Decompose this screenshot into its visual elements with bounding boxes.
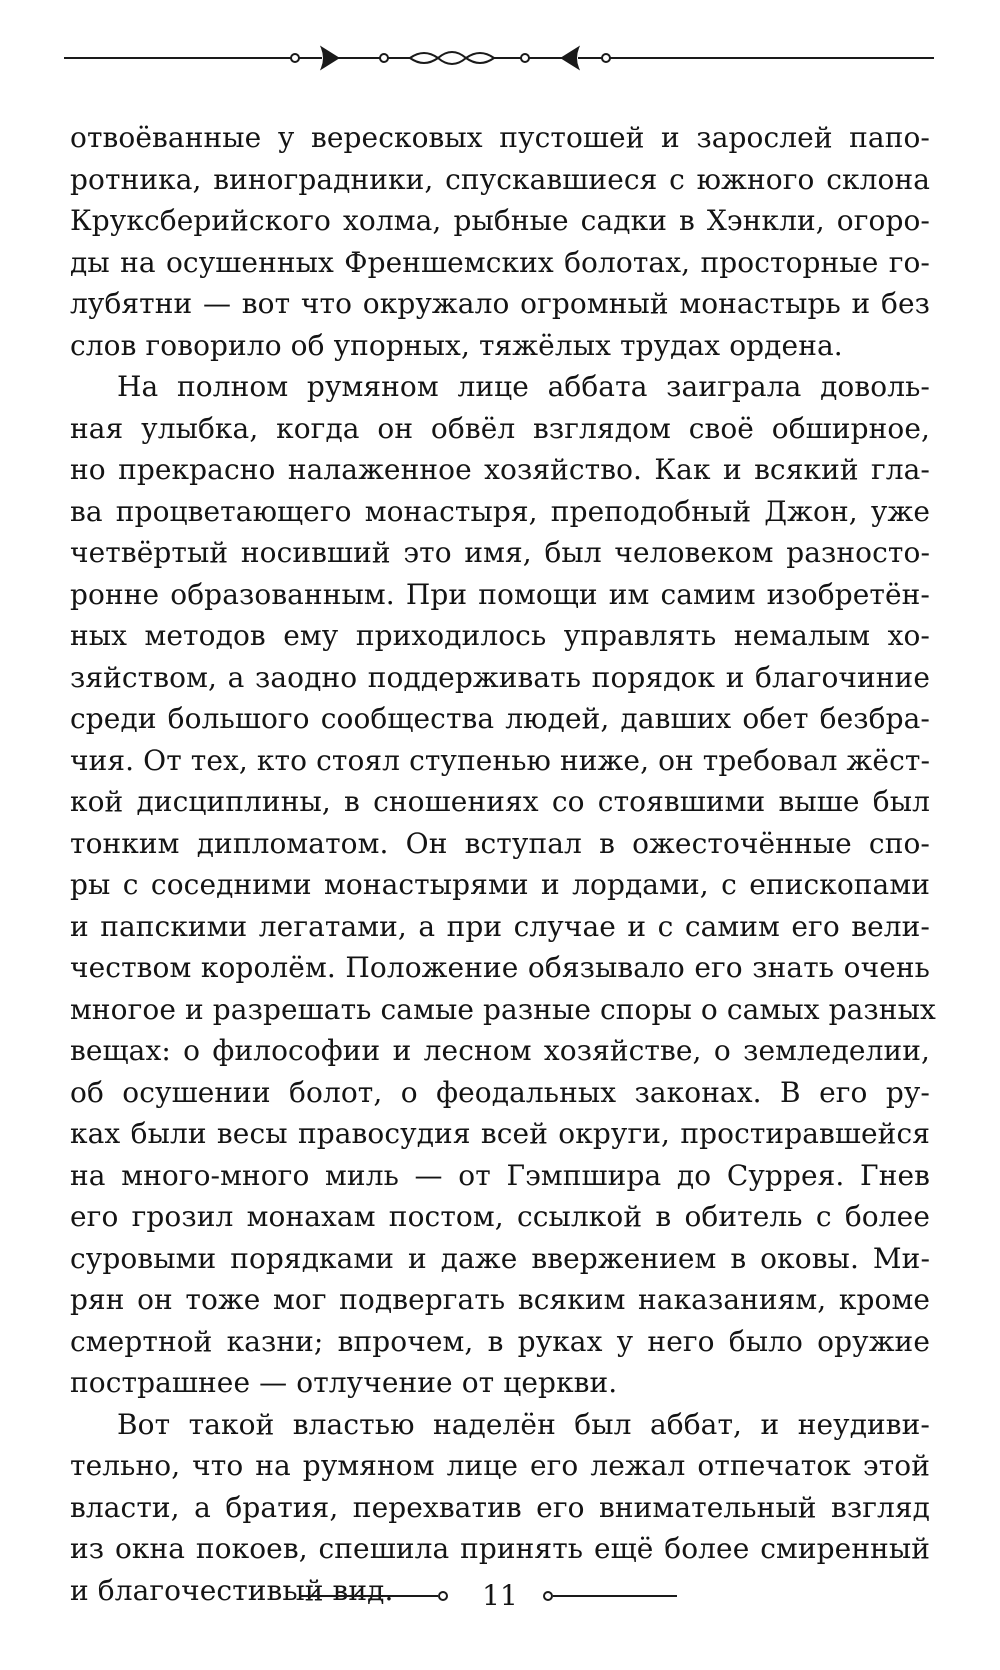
text-line: власти, а братия, перехватив его внимательный взгляд (70, 1490, 930, 1524)
text-line: кой дисциплины, в сношениях со стоявшими выше был (70, 785, 930, 818)
text-line: отвоёванные у вересковых пустошей и зарослей папо- (70, 121, 930, 154)
body-text (70, 117, 936, 1611)
header-ornament (64, 40, 934, 80)
text-line: и папскими легатами, а при случае и с самим его вели- (70, 909, 930, 943)
text-line: рян он тоже мог подвергать всяким наказаниям, кроме (70, 1283, 930, 1316)
text-line: ных методов ему приходилось управлять немалым хо- (70, 619, 930, 652)
text-line: чия. От тех, кто стоял ступенью ниже, он требовал жёст- (70, 743, 931, 777)
paragraph (70, 117, 930, 366)
text-line: ках были весы правосудия всей округи, простиравшейся (70, 1117, 930, 1150)
page-number: 11 (482, 1579, 518, 1612)
text-line: На полном румяном лице аббата заиграла доволь- (117, 370, 930, 403)
text-line: слов говорило об упорных, тяжёлых трудах ордена. (70, 328, 843, 362)
text-line: тельно, что на румяном лице его лежал отпечаток этой (70, 1449, 930, 1482)
text-line: четвёртый носивший это имя, был человеком разносто- (70, 536, 930, 569)
text-line: среди большого сообщества людей, давших обет безбра- (70, 702, 930, 735)
text-line: Вот такой властью наделён был аббат, и неудиви- (117, 1407, 930, 1441)
text-line: ры с соседними монастырями и лордами, с епископами (70, 868, 930, 901)
text-line: Круксберийского холма, рыбные садки в Хэнкли, огоро- (70, 204, 930, 237)
text-line: из окна покоев, спешила принять ещё более смиренный (70, 1532, 930, 1565)
text-line: лубятни — вот что окружало огромный монастырь и без (70, 287, 930, 320)
text-line: его грозил монахам постом, ссылкой в обитель с более (70, 1200, 930, 1233)
text-line: об осушении болот, о феодальных законах. В его ру- (70, 1075, 930, 1109)
paragraph (70, 366, 936, 1404)
text-line: пострашнее — отлучение от церкви. (70, 1366, 618, 1399)
text-line: и благочестивый вид. (70, 1573, 394, 1607)
text-line: чеством королём. Положение обязывало его знать очень (70, 951, 930, 984)
text-line: ва процветающего монастыря, преподобный Джон, уже (70, 494, 930, 528)
text-line: на много-много миль — от Гэмпшира до Суррея. Гнев (70, 1158, 930, 1192)
text-line: зяйством, а заодно поддерживать порядок и благочиние (70, 660, 930, 694)
text-line: ротника, виноградники, спускавшиеся с южного склона (70, 162, 930, 196)
text-line: но прекрасно налаженное хозяйство. Как и всякий гла- (70, 453, 930, 486)
text-line: смертной казни; впрочем, в руках у него было оружие (70, 1324, 930, 1358)
text-line: ды на осушенных Френшемских болотах, просторные го- (70, 245, 930, 279)
text-line: многое и разрешать самые разные споры о самых разных (70, 992, 936, 1026)
text-line: ная улыбка, когда он обвёл взглядом своё обширное, (70, 411, 930, 445)
text-line: тонким дипломатом. Он вступал в ожесточённые спо- (70, 826, 930, 860)
text-line: вещах: о философии и лесном хозяйстве, о земледелии, (70, 1034, 930, 1067)
text-line: суровыми порядками и даже ввержением в оковы. Ми- (70, 1241, 930, 1275)
text-line: ронне образованным. При помощи им самим изобретён- (70, 577, 930, 611)
